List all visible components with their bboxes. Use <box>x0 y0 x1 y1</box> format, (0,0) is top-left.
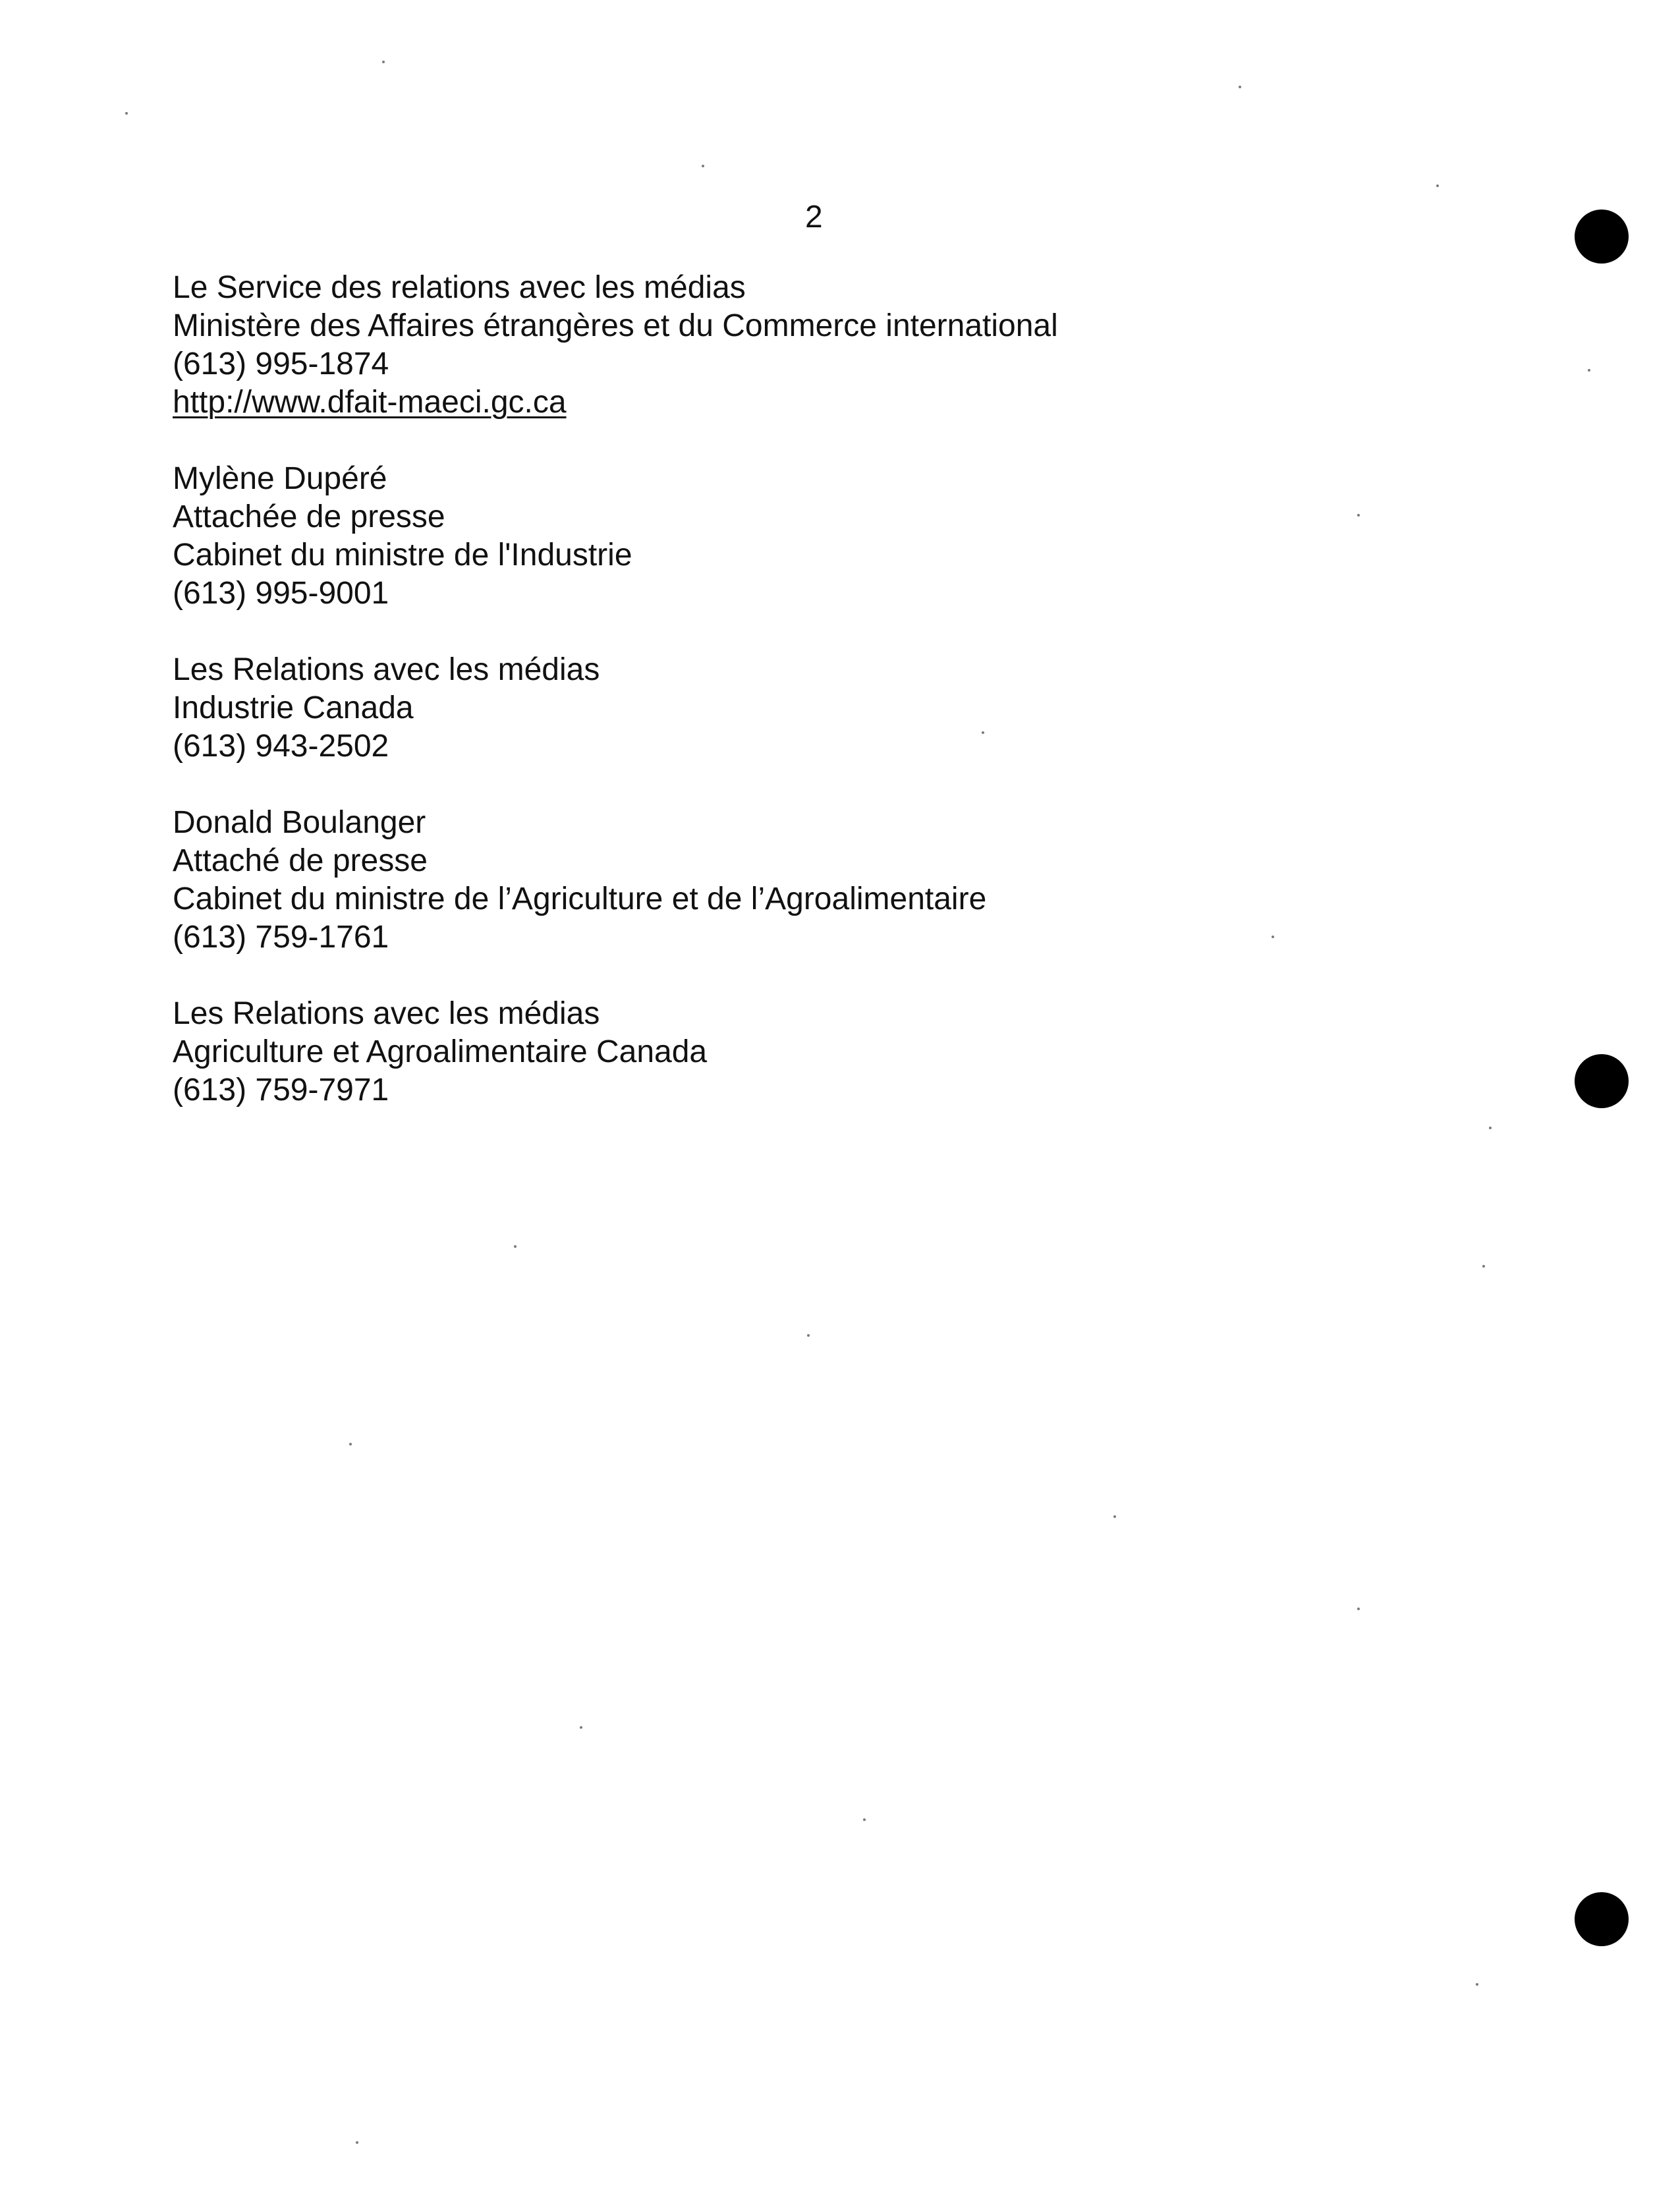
contact-role: Attachée de presse <box>173 499 445 534</box>
contact-block-media-relations-dfait <box>173 269 1358 422</box>
contact-department: Agriculture et Agroalimentaire Canada <box>173 1034 708 1069</box>
contact-office: Cabinet du ministre de l’Agriculture et de l’Agroalimentaire <box>173 882 987 916</box>
contact-phone: (613) 995-9001 <box>173 576 389 611</box>
punch-hole-bottom <box>1575 1892 1629 1946</box>
contact-block-mylene-dupere <box>173 460 1358 613</box>
contact-block-industry-media-relations <box>173 651 1358 766</box>
page-number: 2 <box>805 200 823 235</box>
contact-phone: (613) 759-7971 <box>173 1073 389 1107</box>
contact-organization: Le Service des relations avec les médias <box>173 270 746 305</box>
contact-phone: (613) 943-2502 <box>173 729 389 764</box>
contact-organization: Les Relations avec les médias <box>173 652 600 687</box>
contact-organization: Les Relations avec les médias <box>173 996 600 1031</box>
punch-hole-top <box>1575 210 1629 264</box>
contact-block-donald-boulanger <box>173 804 1358 957</box>
contact-phone: (613) 995-1874 <box>173 347 389 381</box>
contact-person-name: Mylène Dupéré <box>173 461 387 496</box>
contact-block-agriculture-media-relations <box>173 995 1358 1109</box>
contact-department: Ministère des Affaires étrangères et du Commerce international <box>173 308 1058 343</box>
contact-phone: (613) 759-1761 <box>173 920 389 955</box>
contact-role: Attaché de presse <box>173 843 428 878</box>
contact-list <box>173 269 1358 1148</box>
website-link[interactable]: http://www.dfait-maeci.gc.ca <box>173 385 567 420</box>
contact-department: Industrie Canada <box>173 690 414 725</box>
punch-hole-middle <box>1575 1054 1629 1108</box>
contact-office: Cabinet du ministre de l'Industrie <box>173 538 632 573</box>
contact-person-name: Donald Boulanger <box>173 805 426 840</box>
